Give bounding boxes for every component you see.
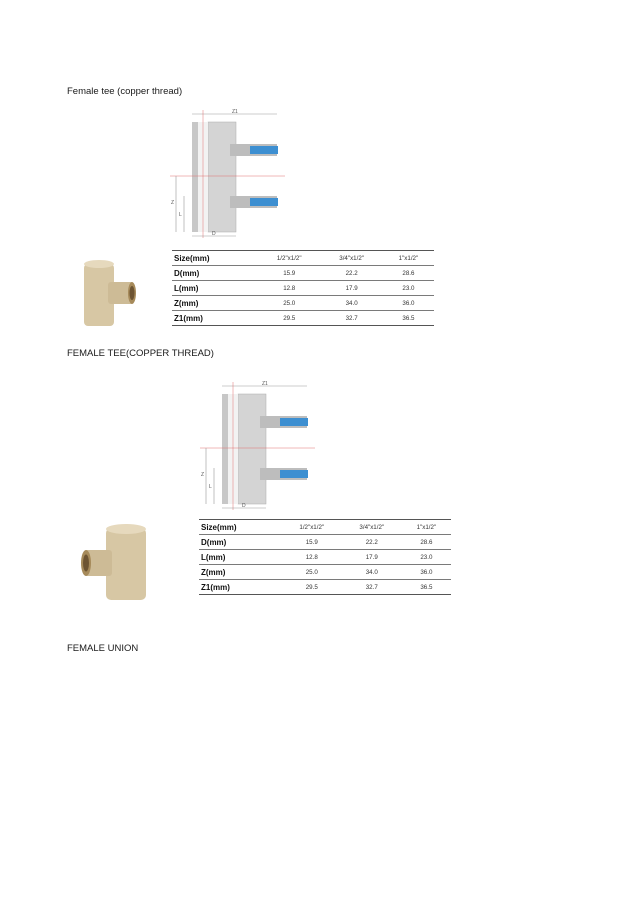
fitting-photo <box>78 258 138 326</box>
table-cell: 36.0 <box>402 565 451 580</box>
table-row <box>172 311 434 326</box>
dimension-label-l: L <box>209 484 212 490</box>
table-header-cell: Size(mm) <box>199 520 282 535</box>
table-cell: 15.9 <box>282 535 342 550</box>
technical-drawing <box>170 108 290 240</box>
dimension-label-d: D <box>212 231 216 237</box>
table-row <box>199 580 451 595</box>
table-cell: L(mm) <box>172 281 258 296</box>
table-cell: 29.5 <box>282 580 342 595</box>
table-row <box>172 296 434 311</box>
table-cell: 23.0 <box>402 550 451 565</box>
table-cell: 15.9 <box>258 266 320 281</box>
table-header-cell: 1"x1/2" <box>402 520 451 535</box>
table-cell: 25.0 <box>258 296 320 311</box>
dimension-label-z: Z <box>201 472 205 478</box>
table-header-cell: 3/4"x1/2" <box>342 520 402 535</box>
table-cell: 28.6 <box>402 535 451 550</box>
table-cell: L(mm) <box>199 550 282 565</box>
dimension-label-d: D <box>242 503 246 509</box>
table-row <box>199 550 451 565</box>
table-cell: Z1(mm) <box>199 580 282 595</box>
table-cell: D(mm) <box>172 266 258 281</box>
table-row <box>199 565 451 580</box>
table-cell: 12.8 <box>282 550 342 565</box>
table-cell: D(mm) <box>199 535 282 550</box>
table-header-cell: 1/2"x1/2" <box>282 520 342 535</box>
table-row <box>172 266 434 281</box>
section-heading: FEMALE TEE(COPPER THREAD) <box>67 348 214 359</box>
table-cell: Z1(mm) <box>172 311 258 326</box>
table-cell: 36.5 <box>383 311 434 326</box>
table-cell: 28.6 <box>383 266 434 281</box>
table-cell: 36.5 <box>402 580 451 595</box>
table-cell: 32.7 <box>320 311 382 326</box>
table-cell: 22.2 <box>320 266 382 281</box>
table-cell: 32.7 <box>342 580 402 595</box>
table-cell: 34.0 <box>320 296 382 311</box>
spec-table <box>172 250 434 326</box>
table-header-cell: Size(mm) <box>172 251 258 266</box>
table-header-row <box>199 520 451 535</box>
table-cell: 34.0 <box>342 565 402 580</box>
dimension-label-z: Z <box>171 200 175 206</box>
table-cell: Z(mm) <box>199 565 282 580</box>
dimension-label-l: L <box>179 212 182 218</box>
table-cell: Z(mm) <box>172 296 258 311</box>
table-cell: 23.0 <box>383 281 434 296</box>
table-cell: 17.9 <box>320 281 382 296</box>
table-header-cell: 1/2"x1/2" <box>258 251 320 266</box>
table-row <box>172 281 434 296</box>
table-cell: 17.9 <box>342 550 402 565</box>
dimension-label-z1: Z1 <box>262 381 268 387</box>
section-heading: Female tee (copper thread) <box>67 86 183 97</box>
table-cell: 12.8 <box>258 281 320 296</box>
table-row <box>199 535 451 550</box>
table-cell: 25.0 <box>282 565 342 580</box>
spec-table <box>199 519 451 595</box>
table-header-cell: 1"x1/2" <box>383 251 434 266</box>
table-cell: 22.2 <box>342 535 402 550</box>
section-heading: FEMALE UNION <box>67 643 139 654</box>
fitting-photo <box>78 522 150 602</box>
dimension-label-z1: Z1 <box>232 109 238 115</box>
table-cell: 29.5 <box>258 311 320 326</box>
technical-drawing <box>200 380 320 512</box>
table-header-row <box>172 251 434 266</box>
table-cell: 36.0 <box>383 296 434 311</box>
table-header-cell: 3/4"x1/2" <box>320 251 382 266</box>
